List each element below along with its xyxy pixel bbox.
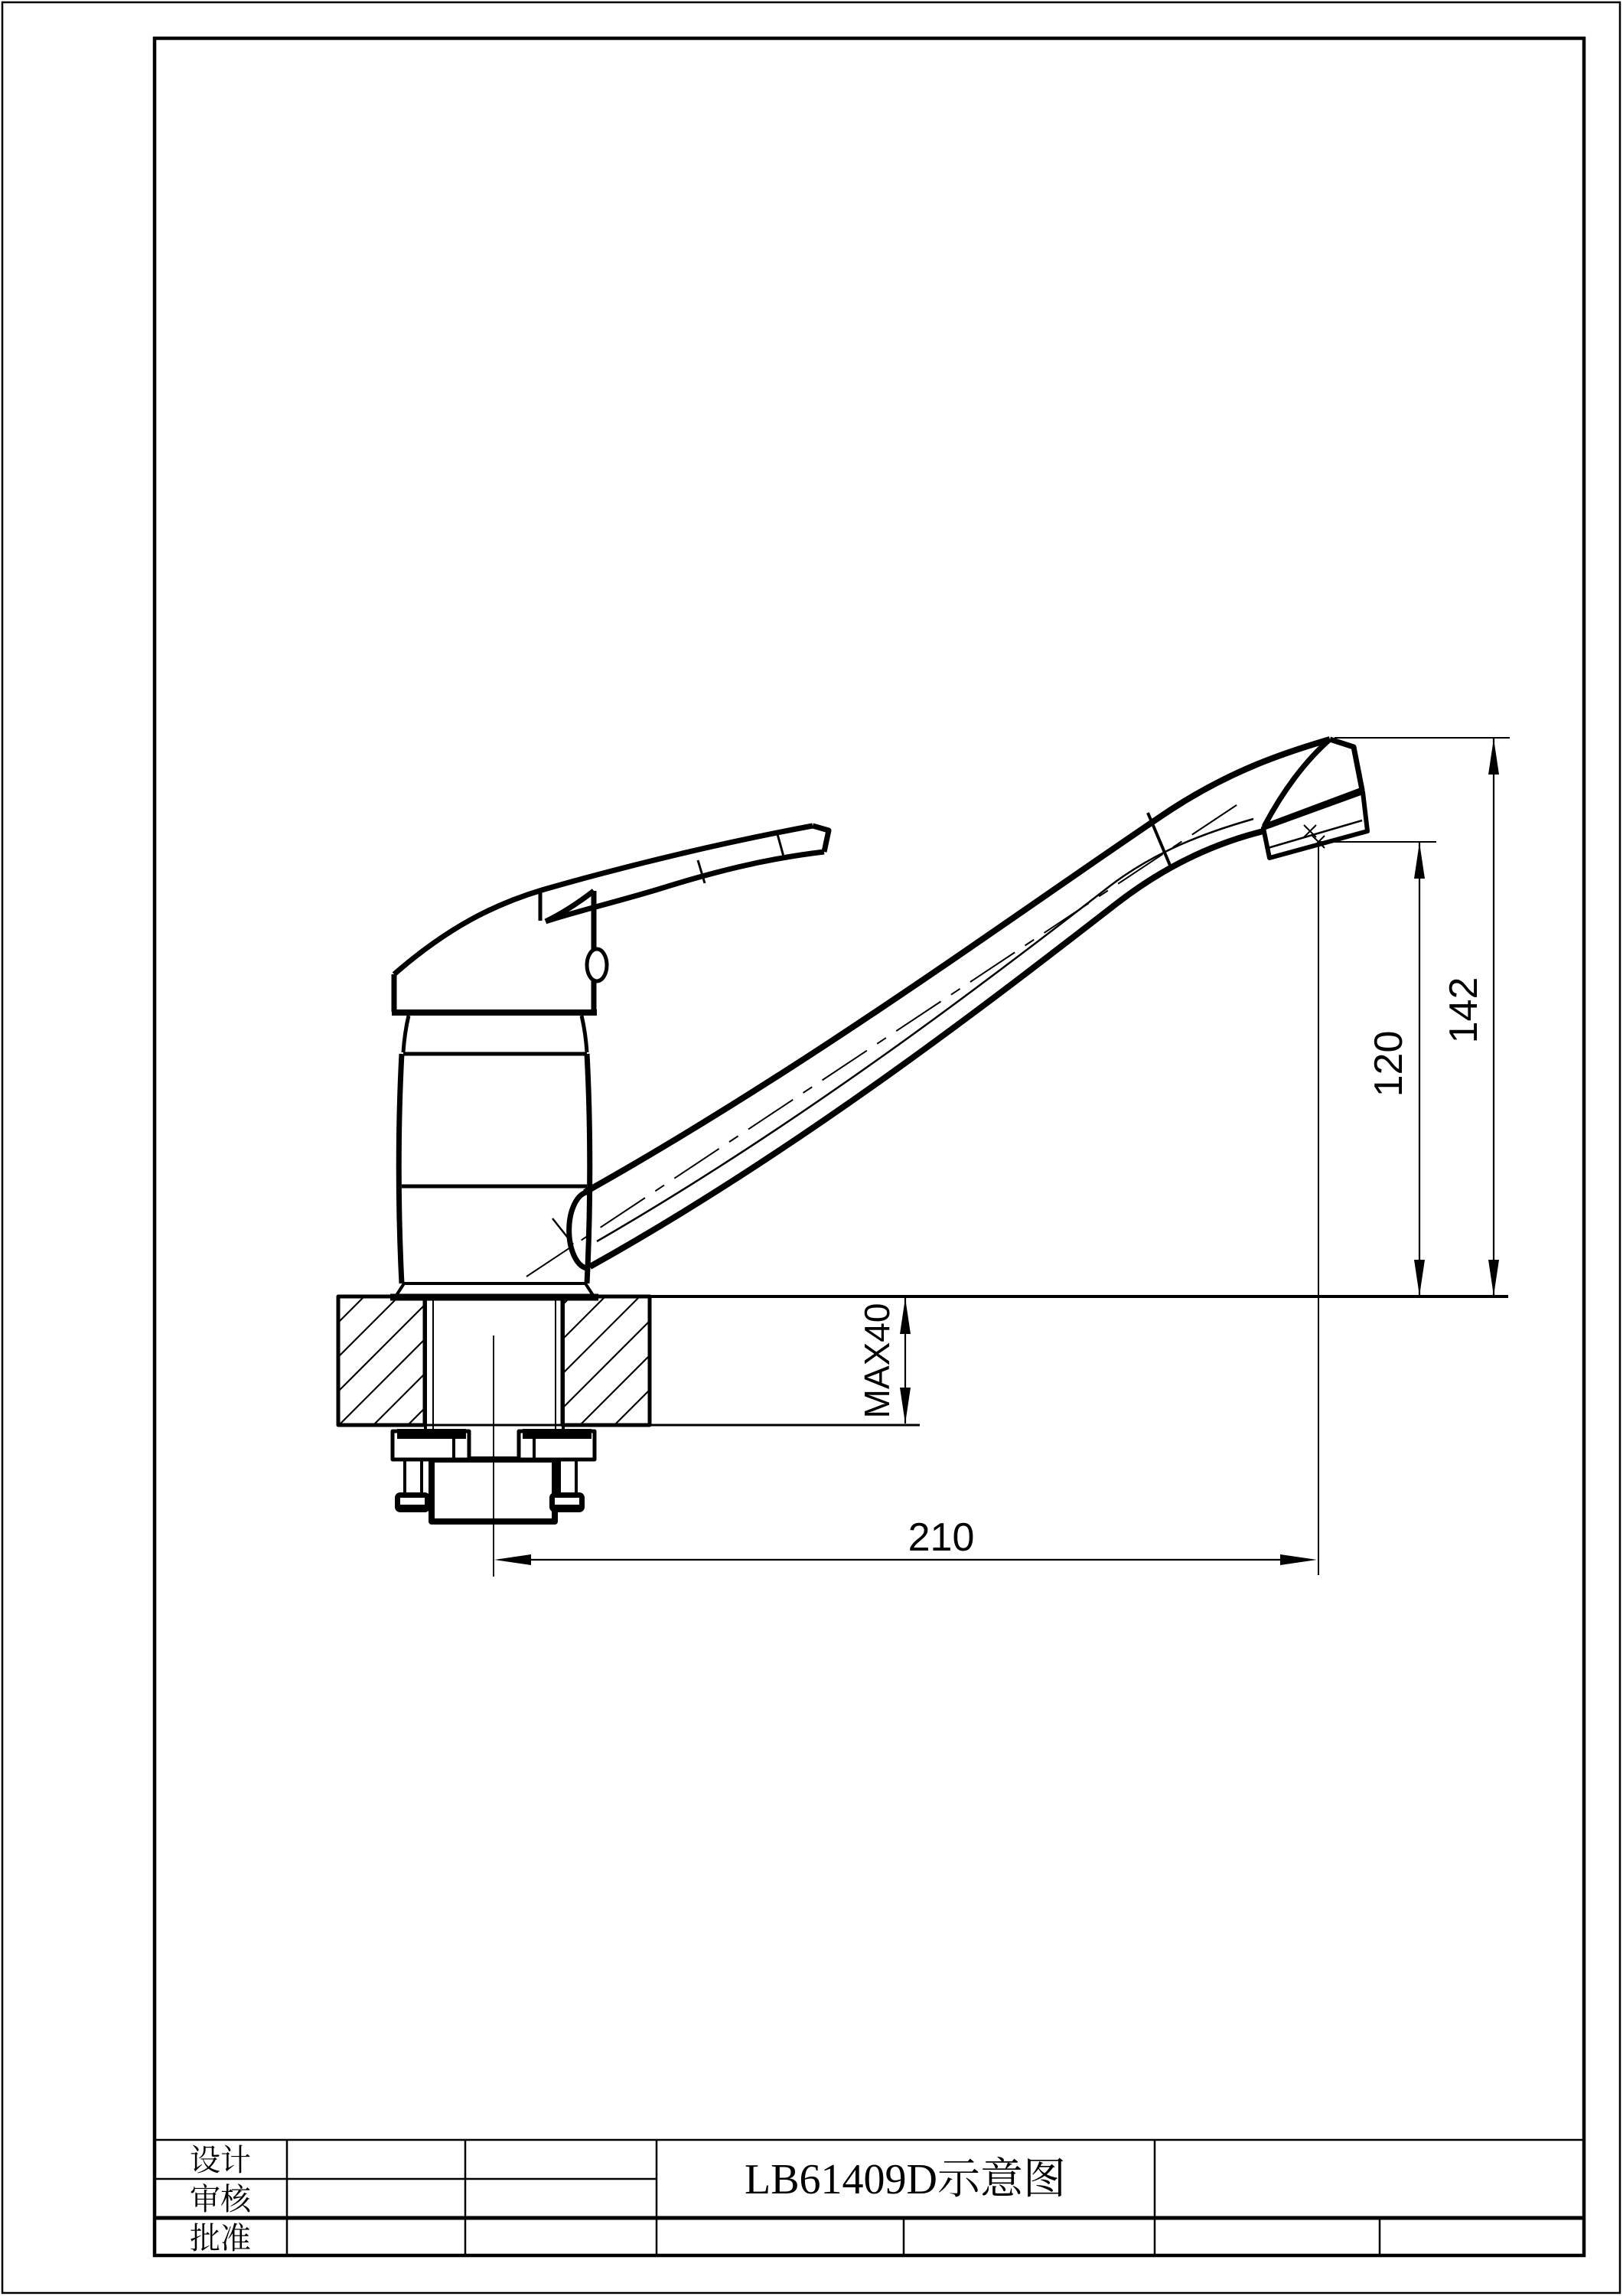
drawing-frame bbox=[155, 38, 1584, 2255]
approval-label: 批准 bbox=[190, 2221, 251, 2255]
dim-max40-value: MAX40 bbox=[857, 1303, 897, 1419]
dim-210-value: 210 bbox=[908, 1515, 975, 1560]
arrowhead bbox=[1488, 1260, 1499, 1296]
spout-joint bbox=[569, 1192, 586, 1268]
arrowhead bbox=[494, 1554, 531, 1565]
outer-border bbox=[2, 2, 1620, 2293]
arrowhead bbox=[1414, 843, 1425, 879]
arrowhead bbox=[900, 1388, 911, 1424]
spout bbox=[526, 739, 1330, 1277]
arrowhead bbox=[900, 1298, 911, 1334]
body-neck bbox=[403, 1016, 587, 1054]
design-label: 设计 bbox=[190, 2143, 251, 2177]
faucet-body bbox=[399, 1054, 590, 1283]
faucet-handle bbox=[394, 826, 829, 974]
hatching-right bbox=[562, 1296, 650, 1425]
dim-142-value: 142 bbox=[1442, 977, 1486, 1044]
faucet-figure bbox=[338, 739, 1508, 1577]
dim-max40 bbox=[900, 1298, 911, 1424]
mounting-bolt-left bbox=[395, 1459, 430, 1512]
arrowhead bbox=[1488, 739, 1499, 775]
countertop-section bbox=[338, 1296, 1508, 1425]
spout-center-axis bbox=[526, 801, 1243, 1277]
dim-120-value: 120 bbox=[1367, 1030, 1411, 1097]
hatching-left bbox=[338, 1296, 425, 1425]
arrowhead bbox=[1414, 1260, 1425, 1296]
threaded-shank bbox=[425, 1300, 563, 1521]
cap-side-button bbox=[587, 949, 607, 981]
title-block bbox=[155, 2140, 1584, 2256]
handle-joint-tick bbox=[777, 834, 784, 856]
drawing-title: LB61409D示意图 bbox=[745, 2156, 1066, 2203]
review-label: 审核 bbox=[190, 2182, 251, 2216]
dim-210 bbox=[494, 842, 1318, 1575]
arrowhead bbox=[1280, 1554, 1317, 1565]
